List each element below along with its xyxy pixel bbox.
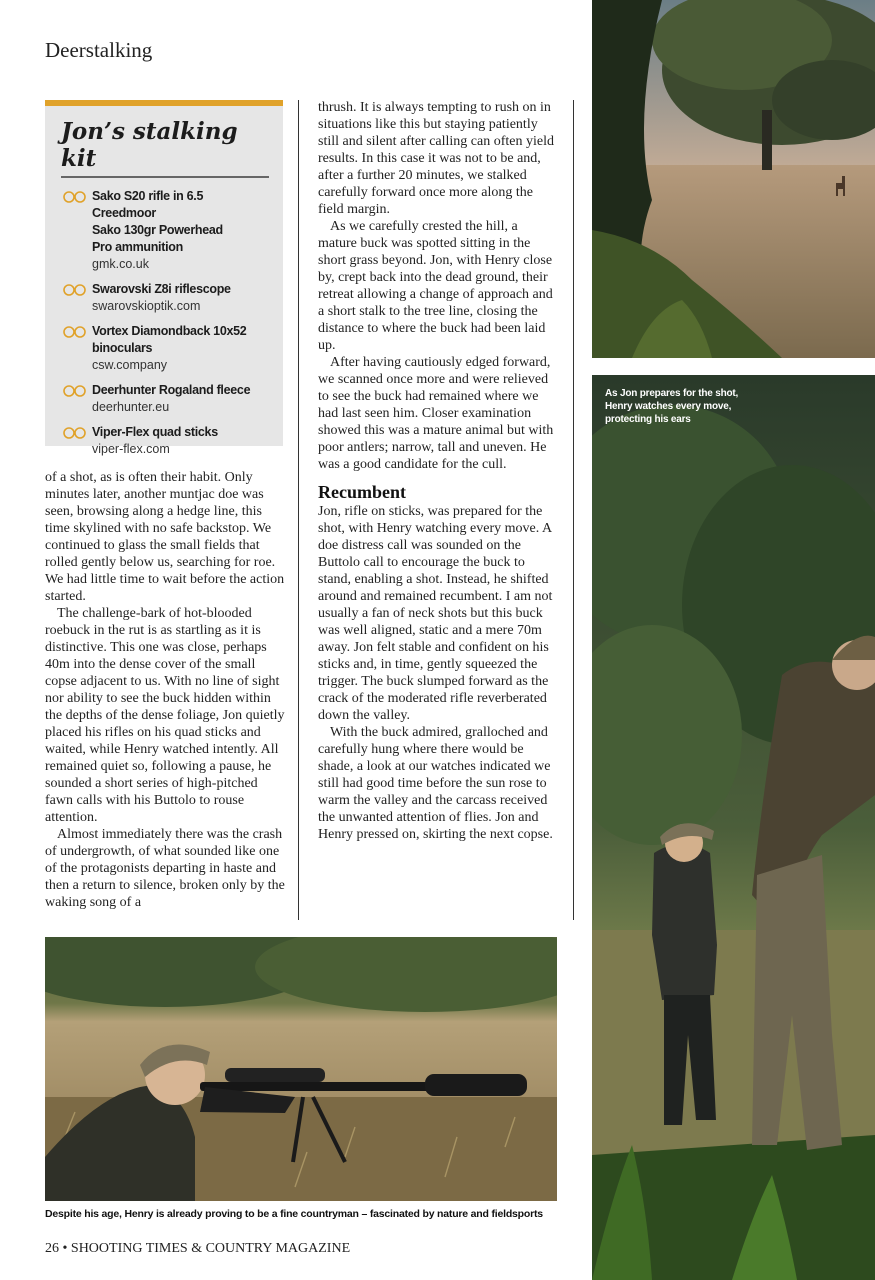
kit-item-name: Swarovski Z8i riflescope xyxy=(92,282,231,296)
photo-henry-rifle xyxy=(45,937,557,1201)
kit-title: Jon’s stalking kit xyxy=(61,118,269,178)
body-paragraph: of a shot, as is often their habit. Only minutes later, another muntjac doe was seen, browsing along a hedge line, this time skylined with no safe backstop. We continued to glass the small fields that rolled gently below us, searching for roe. We had little time to wait before the action started. xyxy=(45,470,285,604)
body-paragraph: The challenge-bark of hot-blooded roebuck in the rut is as startling as it is distinctive. This one was close, perhaps 40m into the dense cover of the small copse adjacent to us. With no line of sight nor ability to see the buck hidden within the depths of the dense foliage, Jon quietly placed his rifles on his quad sticks and waited, while Henry watched intently. All remained quiet so, following a pause, he sounded a short series of high-pitched fawn calls with his Buttolo to rouse attention. xyxy=(45,606,285,825)
kit-item-name: Deerhunter Rogaland fleece xyxy=(92,383,251,397)
section-title: Deerstalking xyxy=(45,38,153,62)
page-footer: 26 • SHOOTING TIMES & COUNTRY MAGAZINE xyxy=(45,1241,351,1256)
binocular-bullet-icon xyxy=(63,385,87,397)
kit-item xyxy=(45,382,283,416)
body-paragraph: thrush. It is always tempting to rush on in situations like this but staying patiently still and silent after calling can often yield results. In this case it was not to be and, after a further 20 minutes, we stalked carefully forward once more along the field margin. xyxy=(318,100,554,217)
photo-tree-deer xyxy=(592,0,875,358)
photo-jon-henry xyxy=(592,375,875,1280)
kit-item xyxy=(45,323,283,374)
body-paragraph: As we carefully crested the hill, a mature buck was spotted sitting in the short grass beyond. Jon, with Henry close by, crept back into the dead ground, their retreat allowing a change of approach and a short stalk to the tree line, closing the distance to where the buck had been laid up. xyxy=(318,219,553,353)
binocular-bullet-icon xyxy=(63,284,87,296)
article-column-1 xyxy=(45,469,285,911)
binocular-bullet-icon xyxy=(63,326,87,338)
kit-item xyxy=(45,424,283,458)
kit-box xyxy=(45,100,283,456)
kit-item xyxy=(45,188,283,273)
kit-list xyxy=(45,188,283,458)
body-paragraph: After having cautiously edged forward, we scanned once more and were relieved to see the buck had remained where we had last seen him. Closer examination showed this was a mature animal but with poor antlers; narrow, tall and uneven. He was a good candidate for the cull. xyxy=(318,355,554,472)
body-paragraph: With the buck admired, gralloched and carefully hung where there would be shade, a look at our watches indicated we still had good time before the sun rose to warm the valley and the carcass received the unwanted attention of flies. Jon and Henry pressed on, skirting the next copse. xyxy=(318,725,553,842)
kit-item-url: csw.company xyxy=(92,358,168,372)
kit-item xyxy=(45,281,283,315)
photo-caption-right: As Jon prepares for the shot, Henry watches every move, protecting his ears xyxy=(605,388,739,425)
binocular-bullet-icon xyxy=(63,427,87,439)
column-divider xyxy=(298,100,299,920)
kit-item-url: swarovskioptik.com xyxy=(92,299,201,313)
body-paragraph: Jon, rifle on sticks, was prepared for the shot, with Henry watching every move. A doe distress call was sounded on the Buttolo call to encourage the buck to stand, enabling a shot. Instead, he shifted around and remained recumbent. I am not usually a fan of neck shots but this buck was well aligned, static and a mere 70m away. Jon felt stable and confident on his sticks and, in time, gently squeezed the trigger. The buck slumped forward as the crack of the moderated rifle reverberated down the valley. xyxy=(318,504,553,723)
kit-item-url: gmk.co.uk xyxy=(92,257,149,271)
subheading: Recumbent xyxy=(318,482,406,502)
kit-item-url: viper-flex.com xyxy=(92,442,170,456)
kit-item-name: Vortex Diamondback 10x52 binoculars xyxy=(92,324,247,355)
photo-caption-bottom: Despite his age, Henry is already proving to be a fine countryman – fascinated by nature and fieldsports xyxy=(45,1208,543,1220)
kit-item-url: deerhunter.eu xyxy=(92,400,170,414)
binocular-bullet-icon xyxy=(63,191,87,203)
body-paragraph: Almost immediately there was the crash of undergrowth, of what sounded like one of the protagonists departing in haste and then a return to silence, broken only by the waking song of a xyxy=(45,827,285,910)
kit-item-name: Sako S20 rifle in 6.5 Creedmoor Sako 130gr Powerhead Pro ammunition xyxy=(92,189,223,254)
article-column-2 xyxy=(318,99,558,843)
kit-item-name: Viper-Flex quad sticks xyxy=(92,425,218,439)
column-divider xyxy=(573,100,574,920)
